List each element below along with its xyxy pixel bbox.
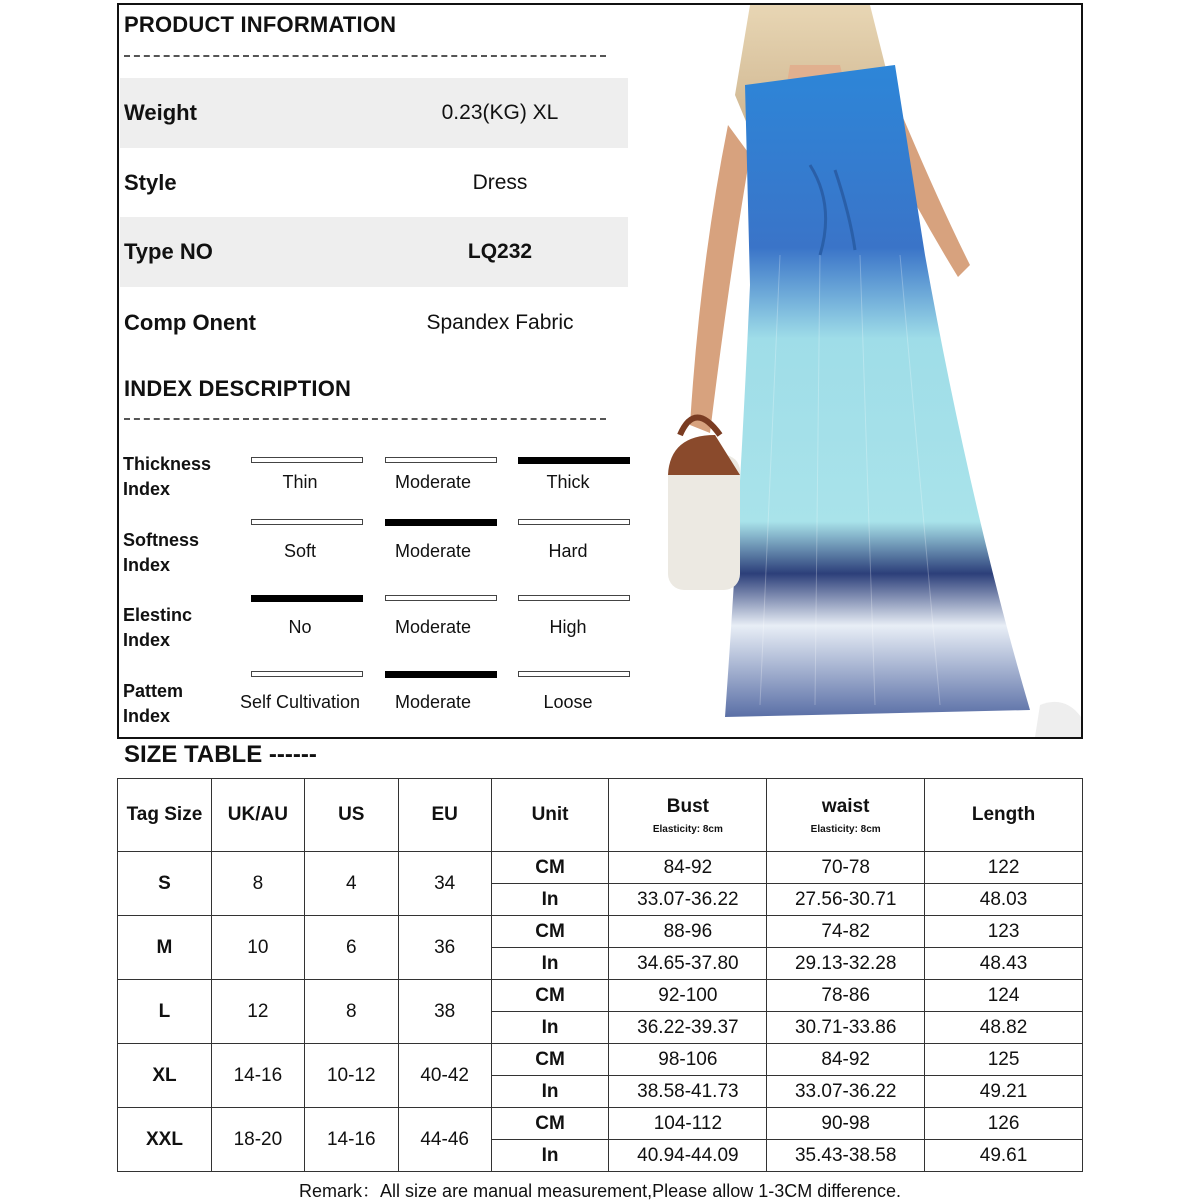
info-row-weight: [120, 78, 628, 148]
table-row: [118, 852, 1083, 884]
product-photo: [640, 5, 1081, 737]
header-waist-note: Elasticity: 8cm: [810, 823, 881, 835]
waist-cell: 78-86: [767, 980, 925, 1012]
ukau-cell: 12: [211, 980, 304, 1044]
index-bar: [518, 671, 630, 677]
index-label-line: Index: [123, 706, 171, 726]
index-label-pattern: [123, 679, 183, 729]
index-label-line: Elestinc: [123, 605, 193, 625]
index-bar-selected: [518, 457, 630, 464]
us-cell: 6: [304, 916, 398, 980]
waist-cell: 30.71-33.86: [767, 1012, 925, 1044]
length-cell: 124: [925, 980, 1083, 1012]
index-label-line: Index: [123, 630, 171, 650]
length-cell: 48.03: [925, 884, 1083, 916]
info-value: Spandex Fabric: [426, 311, 574, 334]
info-row-component: [120, 288, 628, 358]
product-info-title: PRODUCT INFORMATION: [124, 12, 397, 37]
bust-cell: 40.94-44.09: [609, 1140, 767, 1172]
us-cell: 8: [304, 980, 398, 1044]
length-cell: 123: [925, 916, 1083, 948]
index-bar: [518, 595, 630, 601]
bust-cell: 88-96: [609, 916, 767, 948]
header-bust: [609, 779, 767, 852]
header-eu: EU: [398, 779, 491, 852]
index-label-line: Index: [123, 479, 171, 499]
index-bar: [385, 595, 497, 601]
waist-cell: 27.56-30.71: [767, 884, 925, 916]
info-value: LQ232: [467, 240, 533, 263]
unit-cell: CM: [491, 1108, 609, 1140]
length-cell: 122: [925, 852, 1083, 884]
eu-cell: 40-42: [398, 1044, 491, 1108]
length-cell: 48.82: [925, 1012, 1083, 1044]
table-row: [118, 1108, 1083, 1140]
unit-cell: In: [491, 884, 609, 916]
table-row: [118, 916, 1083, 948]
unit-cell: CM: [491, 852, 609, 884]
header-waist-label: waist: [821, 795, 870, 817]
info-row-style: [120, 148, 628, 218]
info-label: Style: [124, 170, 177, 195]
index-bar: [251, 671, 363, 677]
index-option: Moderate: [394, 472, 472, 492]
size-table-body: [118, 852, 1083, 1172]
index-bar-selected: [251, 595, 363, 602]
us-cell: 4: [304, 852, 398, 916]
table-row: [118, 980, 1083, 1012]
ukau-cell: 10: [211, 916, 304, 980]
index-option: Moderate: [394, 541, 472, 561]
waist-cell: 90-98: [767, 1108, 925, 1140]
eu-cell: 44-46: [398, 1108, 491, 1172]
length-cell: 126: [925, 1108, 1083, 1140]
unit-cell: In: [491, 1076, 609, 1108]
unit-cell: CM: [491, 1044, 609, 1076]
length-cell: 49.21: [925, 1076, 1083, 1108]
bust-cell: 104-112: [609, 1108, 767, 1140]
index-option: Thin: [282, 472, 318, 492]
index-option: Moderate: [394, 692, 472, 712]
index-bar-selected: [385, 519, 497, 526]
divider: [124, 55, 606, 57]
unit-cell: In: [491, 1012, 609, 1044]
index-option: High: [549, 617, 587, 637]
unit-cell: In: [491, 1140, 609, 1172]
index-option: Soft: [283, 541, 317, 561]
divider: [124, 418, 606, 420]
tag-size-cell: S: [118, 852, 212, 916]
index-label-thickness: [123, 452, 211, 502]
dress-illustration: [640, 5, 1081, 737]
us-cell: 14-16: [304, 1108, 398, 1172]
unit-cell: CM: [491, 980, 609, 1012]
tag-size-cell: XXL: [118, 1108, 212, 1172]
eu-cell: 34: [398, 852, 491, 916]
info-label: Weight: [124, 100, 197, 125]
remark-text: Remark：All size are manual measurement,Please allow 1-3CM difference.: [299, 1181, 901, 1201]
header-length: Length: [925, 779, 1083, 852]
size-table-header: [118, 779, 1083, 852]
waist-cell: 70-78: [767, 852, 925, 884]
table-row: [118, 1044, 1083, 1076]
info-label: Comp Onent: [124, 310, 256, 335]
header-us: US: [304, 779, 398, 852]
waist-cell: 74-82: [767, 916, 925, 948]
index-description-title: INDEX DESCRIPTION: [124, 376, 352, 401]
index-option: Loose: [543, 692, 593, 712]
bust-cell: 92-100: [609, 980, 767, 1012]
header-unit: Unit: [491, 779, 609, 852]
ukau-cell: 14-16: [211, 1044, 304, 1108]
index-label-softness: [123, 528, 199, 578]
waist-cell: 33.07-36.22: [767, 1076, 925, 1108]
tag-size-cell: M: [118, 916, 212, 980]
header-bust-note: Elasticity: 8cm: [652, 823, 723, 835]
index-option: Moderate: [394, 617, 472, 637]
length-cell: 125: [925, 1044, 1083, 1076]
waist-cell: 84-92: [767, 1044, 925, 1076]
header-waist: [767, 779, 925, 852]
unit-cell: In: [491, 948, 609, 980]
waist-cell: 29.13-32.28: [767, 948, 925, 980]
index-label-line: Thickness: [123, 454, 212, 474]
waist-cell: 35.43-38.58: [767, 1140, 925, 1172]
length-cell: 48.43: [925, 948, 1083, 980]
size-table: [117, 778, 1083, 1172]
length-cell: 49.61: [925, 1140, 1083, 1172]
index-option: Hard: [548, 541, 588, 561]
info-value: Dress: [472, 171, 528, 194]
index-label-elastic: [123, 603, 192, 653]
bust-cell: 84-92: [609, 852, 767, 884]
index-label-line: Pattem: [123, 681, 184, 701]
index-bar: [385, 457, 497, 463]
bust-cell: 98-106: [609, 1044, 767, 1076]
header-bust-label: Bust: [666, 795, 709, 817]
index-option: Self Cultivation: [239, 692, 361, 712]
index-bar: [518, 519, 630, 525]
unit-cell: CM: [491, 916, 609, 948]
index-bar-selected: [385, 671, 497, 678]
info-value: 0.23(KG) XL: [441, 101, 559, 124]
index-bar: [251, 519, 363, 525]
header-tag-size: Tag Size: [118, 779, 212, 852]
us-cell: 10-12: [304, 1044, 398, 1108]
info-row-type-no: [120, 217, 628, 287]
index-option: Thick: [546, 472, 590, 492]
index-label-line: Softness: [123, 530, 200, 550]
ukau-cell: 18-20: [211, 1108, 304, 1172]
info-label: Type NO: [124, 239, 213, 264]
tag-size-cell: L: [118, 980, 212, 1044]
index-bar: [251, 457, 363, 463]
tag-size-cell: XL: [118, 1044, 212, 1108]
header-ukau: UK/AU: [211, 779, 304, 852]
eu-cell: 38: [398, 980, 491, 1044]
eu-cell: 36: [398, 916, 491, 980]
index-label-line: Index: [123, 555, 171, 575]
size-table-title: SIZE TABLE ------: [124, 741, 317, 768]
ukau-cell: 8: [211, 852, 304, 916]
bust-cell: 38.58-41.73: [609, 1076, 767, 1108]
bust-cell: 36.22-39.37: [609, 1012, 767, 1044]
bust-cell: 33.07-36.22: [609, 884, 767, 916]
bust-cell: 34.65-37.80: [609, 948, 767, 980]
index-option: No: [288, 617, 312, 637]
